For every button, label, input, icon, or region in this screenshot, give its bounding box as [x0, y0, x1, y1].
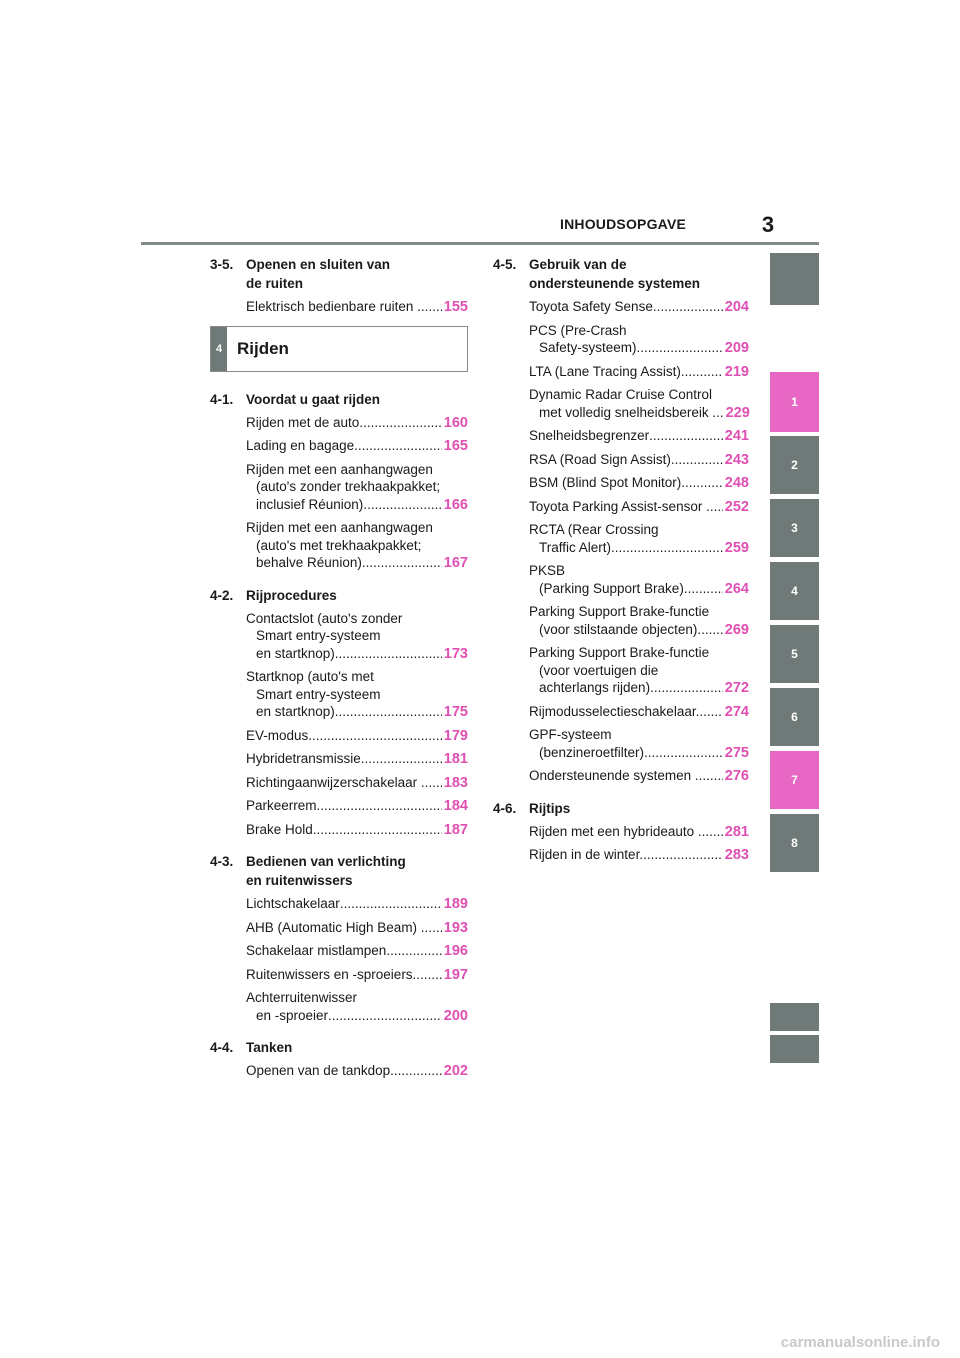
entry-row [529, 298, 749, 317]
page-link[interactable]: 275 [724, 744, 749, 761]
entry-text: Schakelaar mistlampen............ [246, 943, 432, 958]
page-link[interactable]: 243 [724, 451, 749, 468]
entry-text: en startknop) [256, 704, 335, 719]
section-title-line: Voordat u gaat rijden [246, 391, 381, 407]
entry-text: Ruitenwissers en -sproeiers..... [246, 966, 432, 982]
toc-entry[interactable] [210, 1062, 468, 1081]
page-link[interactable]: 248 [724, 475, 749, 491]
chapter-tab[interactable]: 2 [770, 436, 819, 494]
entry-text: achterlangs rijden) [539, 680, 651, 695]
entry-text: PKSB [529, 563, 566, 578]
toc-entry[interactable] [210, 774, 468, 793]
entry-text: RSA (Road Sign Assist) [529, 451, 671, 467]
chapter-tab[interactable]: 5 [770, 625, 819, 683]
page-number: 3 [761, 212, 775, 237]
page-link[interactable]: 274 [724, 703, 749, 720]
section-heading [210, 586, 468, 605]
page-link[interactable]: 281 [724, 823, 749, 840]
toc-entry[interactable] [210, 821, 468, 840]
dot-leader [359, 414, 441, 432]
entry-text: RCTA (Rear Crossing [529, 522, 659, 537]
section-title-line: en ruitenwissers [246, 873, 353, 888]
section-heading [210, 390, 468, 409]
dot-leader [335, 703, 442, 721]
chapter-tab[interactable]: 7 [770, 751, 819, 809]
entry-row [246, 1007, 468, 1026]
entry-text: (voor voertuigen die [539, 662, 659, 678]
entry-row [529, 767, 749, 786]
section-number: 4-3. [210, 854, 234, 869]
entry-row [246, 895, 468, 914]
dot-leader [328, 1007, 442, 1025]
entry-text: PCS (Pre-Crash [529, 322, 627, 338]
chapter-tab[interactable]: 1 [770, 372, 819, 432]
page-link[interactable]: 269 [724, 621, 749, 638]
page-link[interactable]: 183 [443, 774, 468, 791]
page-link[interactable]: 283 [724, 847, 749, 863]
dot-leader [317, 797, 442, 815]
entry-row [529, 474, 749, 493]
entry-row [246, 821, 468, 840]
dot-leader [684, 580, 723, 598]
entry-row [246, 727, 468, 746]
page-link[interactable]: 219 [724, 363, 749, 380]
entry-text: (auto's met trekhaakpakket; [256, 537, 422, 553]
dot-leader [714, 703, 722, 721]
toc-entry[interactable] [493, 823, 749, 842]
page-link[interactable]: 276 [724, 768, 749, 784]
page-link[interactable]: 181 [443, 751, 468, 767]
chapter-tab[interactable]: 8 [770, 814, 819, 872]
chapter-number: 4 [211, 327, 227, 371]
entry-text: Smart entry-systeem [256, 686, 381, 702]
section-number: 4-4. [210, 1040, 234, 1055]
toc-entry[interactable] [493, 726, 749, 762]
entry-text: Rijden met een hybrideauto ..... [529, 823, 717, 839]
page-link[interactable]: 200 [443, 1007, 468, 1024]
toc-entry[interactable] [210, 461, 468, 515]
page-link[interactable]: 229 [725, 404, 750, 421]
toc-entry[interactable] [493, 644, 749, 698]
section-number: 4-5. [493, 257, 517, 272]
page-link[interactable]: 155 [443, 299, 468, 315]
entry-text: Lading en bagage [246, 438, 355, 453]
toc-section [493, 255, 749, 786]
entry-text: EV-modus [246, 727, 309, 743]
dot-leader [611, 539, 723, 557]
toc-entry[interactable] [493, 363, 749, 382]
chapter-tab[interactable] [770, 1003, 819, 1031]
dot-leader [308, 727, 442, 745]
page-link[interactable]: 189 [443, 896, 468, 912]
section-title-line: Gebruik van de [529, 257, 627, 272]
entry-text: AHB (Automatic High Beam) ... [246, 919, 433, 935]
toc-entry[interactable] [493, 427, 749, 446]
entry-text: (auto's zonder trekhaakpakket; [256, 479, 441, 494]
dot-leader [650, 679, 723, 697]
toc-entry[interactable] [493, 298, 749, 317]
section-number: 4-2. [210, 587, 234, 603]
dot-leader [653, 298, 723, 316]
toc-entry[interactable] [210, 919, 468, 938]
page-link[interactable]: 167 [443, 555, 468, 571]
dot-leader [714, 846, 722, 864]
entry-row [529, 339, 749, 358]
entry-row [246, 797, 468, 816]
toc-section [210, 586, 468, 840]
chapter-tab[interactable]: 3 [770, 499, 819, 557]
entry-text: Brake Hold [246, 821, 313, 837]
watermark: carmanualsonline.info [780, 1334, 940, 1351]
entry-text: Rijden met een aanhangwagen [246, 461, 433, 477]
section-heading [210, 852, 468, 890]
dot-leader [354, 437, 442, 455]
entry-text: Snelheidsbegrenzer [529, 428, 650, 443]
dot-leader [313, 821, 442, 839]
toc-entry[interactable] [210, 966, 468, 985]
entry-row [246, 645, 468, 664]
page-link[interactable]: 197 [443, 966, 468, 983]
page-link[interactable]: 165 [443, 438, 468, 454]
chapter-tab[interactable] [770, 1035, 819, 1063]
dot-leader [432, 919, 442, 937]
page-link[interactable]: 166 [443, 496, 468, 513]
entry-text: Ondersteunende systemen ...... [529, 768, 718, 783]
chapter-tab[interactable] [770, 253, 819, 305]
entry-text: Contactslot (auto's zonder [246, 610, 403, 626]
dot-leader [340, 895, 442, 913]
dot-leader [432, 774, 442, 792]
section-title-line: Rijprocedures [246, 587, 337, 603]
dot-leader [335, 645, 442, 663]
entry-text: (voor stilstaande objecten)..... [539, 621, 717, 637]
entry-text: GPF-systeem [529, 727, 612, 742]
entry-text: LTA (Lane Tracing Assist)......... [529, 363, 715, 379]
page-link[interactable]: 184 [443, 798, 468, 814]
section-number: 4-1. [210, 391, 234, 407]
toc-section [493, 799, 749, 865]
entry-text: Elektrisch bedienbare ruiten .... [246, 299, 433, 314]
entry-row [529, 744, 749, 763]
entry-text: Toyota Parking Assist-sensor ... [529, 498, 718, 514]
toc-entry[interactable] [210, 519, 468, 573]
toc-entry[interactable] [210, 298, 468, 317]
toc-entry[interactable] [493, 322, 749, 358]
dot-leader [431, 1062, 441, 1080]
section-heading [210, 255, 468, 293]
toc-entry[interactable] [210, 989, 468, 1025]
section-number: 4-6. [493, 800, 517, 816]
entry-row [529, 703, 749, 722]
entry-text: Lichtschakelaar [246, 896, 340, 911]
entry-text: en startknop) [256, 645, 335, 661]
entry-row [246, 1062, 468, 1081]
entry-text: Parking Support Brake-functie [529, 645, 710, 660]
toc-entry[interactable] [493, 386, 749, 422]
toc-section [210, 852, 468, 1025]
dot-leader [716, 621, 723, 639]
dot-leader [432, 298, 442, 316]
entry-text: Traffic Alert) [539, 539, 612, 555]
toc-entry[interactable] [493, 767, 749, 786]
entry-row [246, 554, 468, 573]
entry-text: Safety-systeem) [539, 340, 637, 355]
toc-section [210, 390, 468, 573]
dot-leader [671, 451, 723, 469]
section-heading [493, 255, 749, 293]
toc-right-column [493, 255, 749, 865]
entry-row [246, 496, 468, 515]
entry-text: BSM (Blind Spot Monitor)......... [529, 475, 716, 490]
dot-leader [637, 339, 723, 357]
entry-text: inclusief Réunion) [256, 496, 364, 512]
section-title-line: Tanken [246, 1040, 293, 1055]
entry-row [246, 774, 468, 793]
entry-text: (Parking Support Brake) [539, 580, 684, 596]
page-link[interactable]: 179 [443, 727, 468, 744]
entry-text: met volledig snelheidsbereik ... [539, 404, 724, 420]
toc-entry[interactable] [493, 846, 749, 865]
entry-text: Openen van de tankdop........... [246, 1063, 432, 1078]
entry-text: Rijden met de auto [246, 414, 360, 430]
chapter-title: Rijden [237, 338, 289, 358]
page-link[interactable]: 272 [724, 680, 749, 696]
entry-row [246, 414, 468, 433]
entry-row [246, 750, 468, 769]
section-heading [493, 799, 749, 818]
entry-row [246, 703, 468, 722]
entry-text: Startknop (auto's met [246, 669, 374, 684]
entry-row [246, 919, 468, 938]
toc-entry[interactable] [210, 750, 468, 769]
toc-entry[interactable] [210, 414, 468, 433]
section-title-line: Openen en sluiten van [246, 257, 391, 272]
header-title: INHOUDSOPGAVE [560, 216, 687, 232]
entry-text: Parking Support Brake-functie [529, 604, 710, 619]
dot-leader [431, 942, 441, 960]
toc-entry[interactable] [493, 562, 749, 598]
page-link[interactable]: 193 [443, 919, 468, 936]
entry-text: Smart entry-systeem [256, 628, 381, 643]
entry-row [529, 451, 749, 470]
page-link[interactable]: 264 [724, 580, 749, 597]
toc-entry[interactable] [493, 703, 749, 722]
toc-entry[interactable] [493, 521, 749, 557]
entry-text: Richtingaanwijzerschakelaar ... [246, 774, 433, 790]
entry-text: Achterruitenwisser [246, 990, 358, 1005]
entry-text: Rijden met een aanhangwagen [246, 520, 433, 535]
section-title-line: ondersteunende systemen [529, 276, 701, 291]
entry-text: behalve Réunion) [256, 555, 362, 570]
toc-entry[interactable] [210, 942, 468, 961]
dot-leader [361, 750, 442, 768]
entry-row [529, 427, 749, 446]
entry-row [529, 539, 749, 558]
dot-leader [431, 966, 441, 984]
toc-entry[interactable] [210, 895, 468, 914]
entry-text: Toyota Safety Sense [529, 299, 653, 314]
entry-row [246, 966, 468, 985]
entry-row [246, 298, 468, 317]
section-number: 3-5. [210, 257, 234, 272]
page-link[interactable]: 204 [724, 299, 749, 315]
entry-row [246, 437, 468, 456]
entry-text: Hybridetransmissie [246, 751, 361, 766]
entry-text: Dynamic Radar Cruise Control [529, 387, 713, 402]
header-rule [141, 242, 819, 245]
entry-row [246, 942, 468, 961]
entry-row [529, 404, 749, 423]
toc-entry[interactable] [210, 727, 468, 746]
page-link[interactable]: 241 [724, 428, 749, 444]
entry-row [529, 363, 749, 382]
entry-text: Rijden in de winter.................... [529, 847, 715, 862]
toc-entry[interactable] [493, 603, 749, 639]
section-title-line: de ruiten [246, 276, 304, 291]
entry-row [529, 846, 749, 865]
page-link[interactable]: 252 [724, 498, 749, 515]
dot-leader [644, 744, 723, 762]
chapter-tab[interactable]: 6 [770, 688, 819, 746]
page-link[interactable]: 196 [443, 943, 468, 959]
page-link[interactable]: 160 [443, 414, 468, 431]
entry-row [529, 621, 749, 640]
dot-leader [362, 554, 442, 572]
page-link[interactable]: 209 [724, 340, 749, 356]
entry-row [529, 823, 749, 842]
page-link[interactable]: 173 [443, 645, 468, 662]
toc-entry[interactable] [210, 797, 468, 816]
entry-text: (benzineroetfilter) [539, 744, 645, 760]
section-heading [210, 1038, 468, 1057]
toc-entry[interactable] [210, 610, 468, 664]
entry-text: en -sproeier [256, 1007, 329, 1023]
page-link[interactable]: 202 [443, 1063, 468, 1079]
toc-section [210, 1038, 468, 1081]
toc-entry[interactable] [493, 498, 749, 517]
entry-row [529, 580, 749, 599]
page-link[interactable]: 175 [443, 704, 468, 720]
dot-leader [363, 496, 441, 514]
chapter-heading [210, 326, 468, 372]
section-title-line: Rijtips [529, 800, 571, 816]
toc-entry[interactable] [210, 668, 468, 722]
entry-text: Parkeerrem [246, 798, 317, 813]
entry-row [529, 679, 749, 698]
page-link[interactable]: 259 [724, 539, 749, 556]
toc-entry[interactable] [493, 451, 749, 470]
entry-row [529, 498, 749, 517]
toc-left-column [210, 255, 468, 1081]
section-title-line: Bedienen van verlichting [246, 854, 406, 869]
page-link[interactable]: 187 [443, 821, 468, 838]
dot-leader [715, 363, 723, 381]
toc-entry[interactable] [210, 437, 468, 456]
entry-text: Rijmodusselectieschakelaar..... [529, 703, 715, 719]
dot-leader [649, 427, 723, 445]
toc-entry[interactable] [493, 474, 749, 493]
dot-leader [715, 474, 723, 492]
chapter-tab[interactable]: 4 [770, 562, 819, 620]
